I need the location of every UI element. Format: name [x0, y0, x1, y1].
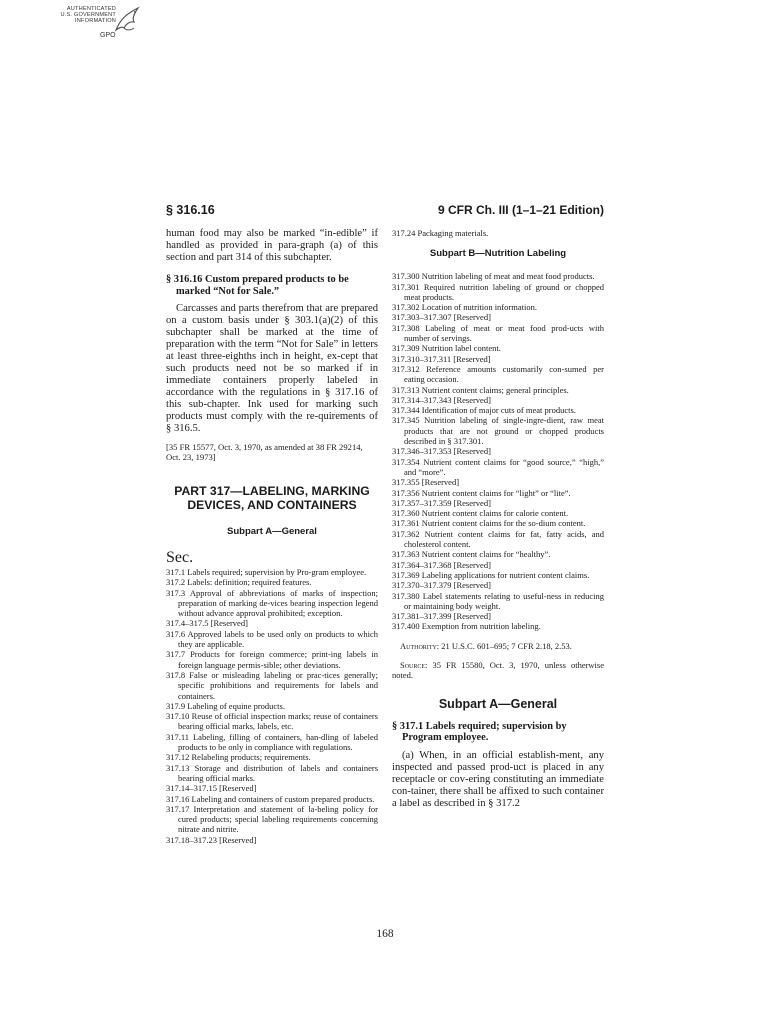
toc-item: 317.309 Nutrition label content.: [392, 343, 501, 354]
toc-item: 317.356 Nutrient content claims for “light” or “lite”.: [392, 487, 571, 498]
section-text-316-16: Carcasses and parts therefrom that are prepared on a custom basis under § 303.1(a)(2) of this subchapter shall be marked at the time of preparation with the term “Not for Sale” in letters at least three-eighths inch in height, ex-cept that such products need not be so marked if in immediate containers properly labeled in accordance with the regulations in § 317.16 of this sub-chapter. Ink used for marking such products must comply with the re-quirements of § 316.5.: [166, 303, 378, 434]
toc-item: 317.24 Packaging materials.: [392, 228, 489, 238]
toc-item: 317.302 Location of nutrition information.: [392, 302, 537, 313]
toc-item: 317.314–317.343 [Reserved]: [392, 394, 491, 405]
source-note: [392, 660, 604, 681]
source-label: Source:: [400, 659, 428, 670]
toc-item: 317.400 Exemption from nutrition labeling.: [392, 621, 541, 632]
toc-item: 317.8 False or misleading labeling or prac-tices generally; specific prohibitions and requirements for labels and containers.: [166, 669, 378, 701]
page-number: 168: [376, 928, 394, 940]
table-of-contents-b: [392, 271, 604, 631]
toc-item: 317.361 Nutrient content claims for the so-dium content.: [392, 518, 586, 529]
toc-item: 317.357–317.359 [Reserved]: [392, 497, 491, 508]
toc-item: 317.11 Labeling, filling of containers, han-dling of labeled products to be only in compliance with regulations.: [166, 731, 378, 753]
toc-item: 317.16 Labeling and containers of custom prepared products.: [166, 793, 375, 804]
toc-item: 317.18–317.23 [Reserved]: [166, 834, 257, 845]
toc-item: 317.381–317.399 [Reserved]: [392, 611, 491, 622]
toc-item: 317.17 Interpretation and statement of la-beling policy for cured products; special labeling requirements concerning nitrate and nitrite.: [166, 803, 378, 835]
toc-item: 317.12 Relabeling products; requirements.: [166, 752, 311, 763]
toc-item: 317.346–317.353 [Reserved]: [392, 446, 491, 457]
toc-item: 317.13 Storage and distribution of labels and containers bearing official marks.: [166, 762, 378, 783]
logo-line: AUTHENTICATED: [66, 6, 116, 12]
toc-item: 317.2 Labels: definition; required features.: [166, 577, 312, 588]
toc-item: 317.370–317.379 [Reserved]: [392, 580, 491, 591]
subpart-b-heading: Subpart B—Nutrition Labeling: [429, 248, 567, 260]
toc-item: 317.363 Nutrient content claims for “healthy”.: [392, 549, 551, 560]
toc-item: 317.344 Identification of major cuts of meat products.: [392, 405, 576, 416]
toc-item: 317.345 Nutrition labeling of single-ingre-dient, raw meat products that are not ground or chopped products described in § 317.301.: [392, 415, 604, 447]
toc-item: 317.14–317.15 [Reserved]: [166, 783, 257, 794]
toc-item: 317.1 Labels required; supervision by Pro-gram employee.: [166, 567, 367, 577]
toc-item: 317.355 [Reserved]: [392, 477, 460, 488]
table-of-contents-a: [166, 567, 378, 845]
section-heading-317-1: § 317.1 Labels required; supervision by Program employee.: [392, 720, 567, 744]
gpo-authentication-logo: [56, 6, 146, 46]
logo-text: [56, 6, 116, 25]
toc-item: 317.364–317.368 [Reserved]: [392, 559, 491, 570]
page-header-section: § 316.16: [166, 203, 215, 217]
toc-item: 317.10 Reuse of official inspection marks; reuse of containers bearing official marks, labels, etc.: [166, 711, 378, 732]
subpart-a-title: Subpart A—General: [438, 696, 558, 711]
page-header-volume: 9 CFR Ch. III (1–1–21 Edition): [437, 203, 604, 217]
toc-item: 317.360 Nutrient content claims for calorie content.: [392, 508, 569, 519]
authority-text: 21 U.S.C. 601–695; 7 CFR 2.18, 2.53.: [441, 640, 572, 651]
toc-item: 317.9 Labeling of equine products.: [166, 700, 285, 711]
eagle-icon: [112, 6, 144, 36]
section-heading-316-16: § 316.16 Custom prepared products to be marked “Not for Sale.”: [166, 274, 349, 297]
source-text: 35 FR 15580, Oct. 3, 1970, unless otherwise noted.: [392, 659, 604, 681]
continued-paragraph: human food may also be marked “in-edible” if handled as provided in para-graph (a) of this section and part 314 of this subchapter.: [166, 228, 378, 263]
logo-line: U.S. GOVERNMENT: [60, 12, 116, 19]
toc-item: 317.380 Label statements relating to useful-ness in reducing or maintaining body weight.: [392, 590, 604, 611]
section-text-317-1: (a) When, in an official establish-ment, any inspected and passed prod-uct is placed in any receptacle or cov-ering constituting an immediate con-tainer, there shall be affixed to such container a label as described in § 317.2: [392, 749, 604, 809]
table-of-contents-top: [392, 228, 604, 238]
toc-item: 317.7 Products for foreign commerce; print-ing labels in foreign language permis-sible; other deviations.: [166, 649, 378, 670]
part-title: PART 317—LABELING, MARKING DEVICES, AND CONTAINERS: [174, 484, 370, 512]
right-column: [392, 228, 604, 810]
toc-item: 317.354 Nutrient content claims for “good source,” “high,” and “more”.: [392, 456, 604, 477]
toc-item: 317.300 Nutrition labeling of meat and meat food products.: [392, 271, 595, 282]
logo-gpo-mark: GPO: [100, 32, 116, 39]
toc-item: 317.310–317.311 [Reserved]: [392, 353, 491, 364]
subpart-a-heading: Subpart A—General: [227, 526, 317, 537]
toc-item: 317.4–317.5 [Reserved]: [166, 618, 248, 629]
toc-item: 317.303–317.307 [Reserved]: [392, 312, 491, 323]
toc-item: 317.308 Labeling of meat or meat food prod-ucts with number of servings.: [392, 322, 604, 344]
citation: [35 FR 15577, Oct. 3, 1970, as amended at 38 FR 29214, Oct. 23, 1973]: [166, 442, 363, 462]
left-column: [166, 228, 378, 845]
authority-note: [392, 641, 604, 651]
toc-item: 317.313 Nutrient content claims; general principles.: [392, 384, 569, 395]
toc-item: 317.369 Labeling applications for nutrient content claims.: [392, 569, 590, 580]
toc-item: 317.312 Reference amounts customarily con-sumed per eating occasion.: [392, 363, 604, 385]
toc-item: 317.301 Required nutrition labeling of ground or chopped meat products.: [392, 281, 604, 302]
sec-label: Sec.: [166, 549, 194, 566]
authority-label: Authority:: [400, 640, 440, 651]
toc-item: 317.3 Approval of abbreviations of marks of inspection; preparation of marking de-vices bearing inspection legend without advance approval prohibited; exception.: [166, 587, 378, 619]
toc-item: 317.6 Approved labels to be used only on products to which they are applicable.: [166, 628, 378, 650]
toc-item: 317.362 Nutrient content claims for fat, fatty acids, and cholesterol content.: [392, 528, 604, 550]
logo-line: INFORMATION: [75, 18, 116, 25]
